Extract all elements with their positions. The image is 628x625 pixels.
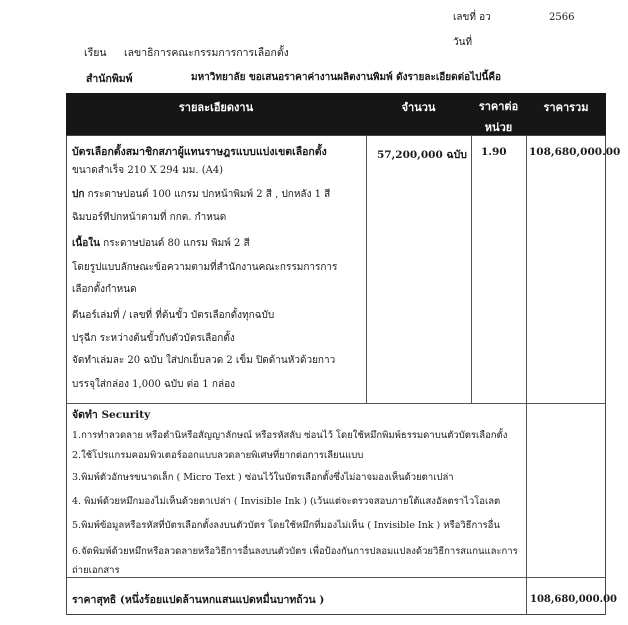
divider bbox=[526, 135, 527, 615]
ref-number: เลขที่ อว bbox=[453, 12, 491, 23]
col-unit-price-2: หน่วย bbox=[484, 121, 513, 134]
list-item: เลือกตั้งกำหนด bbox=[72, 284, 137, 295]
list-item: 3.พิมพ์ตัวอักษรขนาดเล็ก ( Micro Text ) ซ่อนไว้ในบัตรเลือกตั้งซึ่งไม่อาจมองเห็นด้วยตาเปล่า bbox=[72, 472, 454, 483]
year: 2566 bbox=[549, 12, 575, 23]
list-item bbox=[72, 187, 330, 202]
list-item bbox=[72, 236, 250, 251]
list-item: 2.ใช้โปรแกรมคอมพิวเตอร์ออกแบบลวดลายพิเศษที่ยากต่อการเลียนแบบ bbox=[72, 450, 364, 461]
security-title: จัดทำ Security bbox=[72, 409, 151, 421]
quote-table bbox=[66, 135, 606, 615]
body-label: เนื้อใน bbox=[72, 238, 100, 249]
divider bbox=[366, 135, 367, 403]
list-item: ฉิมบอร์ทีปกหน้าตามที่ กกต. กำหนด bbox=[72, 212, 227, 223]
list-item: 1.การทำลวดลาย หรือตำนิหรือสัญญาลักษณ์ หรือรหัสลับ ซ่อนไว้ โดยใช้หมึกพิมพ์ธรรมดาบนตัวบัตรเลือกตั้ง bbox=[72, 430, 508, 441]
body-text: กระดาษปอนด์ 80 แกรม พิมพ์ 2 สี bbox=[103, 238, 250, 249]
divider bbox=[66, 403, 606, 404]
list-item: 6.จัดพิมพ์ด้วยหมึกหรือลวดลายหรือวิธีการอื่นลงบนตัวบัตร เพื่อป้องกันการปลอมแปลงด้วยวิธีการสแกนและการ bbox=[72, 546, 518, 557]
printer-text: มหาวิทยาลัย ขอเสนอราคาค่างานผลิตงานพิมพ์ ดังรายละเอียดต่อไปนี้คือ bbox=[191, 72, 502, 83]
item-quantity: 57,200,000 ฉบับ bbox=[377, 149, 467, 161]
col-unit-price: ราคาต่อ bbox=[478, 100, 519, 113]
divider bbox=[471, 135, 472, 403]
list-item: ดีนอร์เล่มที่ / เลขที่ ที่ต้นขั้ว บัตรเลือกตั้งทุกฉบับ bbox=[72, 310, 275, 321]
col-total: ราคารวม bbox=[543, 101, 589, 114]
list-item: ปรุฉีก ระหว่างต้นขั้วกับตัวบัตรเลือกตั้ง bbox=[72, 333, 235, 344]
list-item: โดยรูปแบบลักษณะข้อความตามที่สำนักงานคณะกรรมการการ bbox=[72, 262, 338, 273]
item-total: 108,680,000.00 bbox=[529, 146, 621, 158]
list-item: 4. พิมพ์ด้วยหมึกมองไม่เห็นด้วยตาเปล่า ( Invisible Ink ) (เว้นแต่จะตรวจสอบภายใต้แสงอัลตราไวโอเลต bbox=[72, 496, 501, 507]
col-quantity: จำนวน bbox=[401, 101, 436, 114]
divider bbox=[66, 577, 606, 578]
col-details: รายละเอียดงาน bbox=[178, 101, 254, 114]
cover-text: กระดาษปอนด์ 100 แกรม ปกหน้าพิมพ์ 2 สี , ปกหลัง 1 สี bbox=[87, 189, 331, 200]
list-item: บรรจุใส่กล่อง 1,000 ฉบับ ต่อ 1 กล่อง bbox=[72, 379, 235, 390]
printer-label: สำนักพิมพ์ bbox=[86, 73, 133, 85]
list-item: ถ่ายเอกสาร bbox=[72, 565, 120, 576]
to-text: เลขาธิการคณะกรรมการการเลือกตั้ง bbox=[124, 47, 289, 59]
item-title: บัตรเลือกตั้งสมาชิกสภาผู้แทนราษฎรแบบแบ่งเขตเลือกตั้ง bbox=[72, 146, 327, 158]
list-item: จัดทำเล่มละ 20 ฉบับ ใส่ปกเย็บลวด 2 เข็ม ปิดด้านหัวด้วยกาว bbox=[72, 355, 336, 366]
date-label: วันที่ bbox=[453, 37, 473, 48]
to-label: เรียน bbox=[84, 47, 107, 59]
table-header bbox=[66, 93, 606, 135]
net-total: 108,680,000.00 bbox=[530, 594, 617, 605]
item-unit-price: 1.90 bbox=[481, 146, 507, 158]
cover-label: ปก bbox=[72, 189, 85, 200]
net-label: ราคาสุทธิ (หนึ่งร้อยแปดล้านหกแสนแปดหมื่นบาทถ้วน ) bbox=[72, 594, 325, 606]
list-item: 5.พิมพ์ข้อมูลหรือรหัสที่บัตรเลือกตั้งลงบนตัวบัตร โดยใช้หมึกที่มองไม่เห็น ( Invisible Ink ) หรือวิธีการอื่น bbox=[72, 520, 500, 531]
list-item: ขนาดสำเร็จ 210 X 294 มม. (A4) bbox=[72, 165, 224, 176]
